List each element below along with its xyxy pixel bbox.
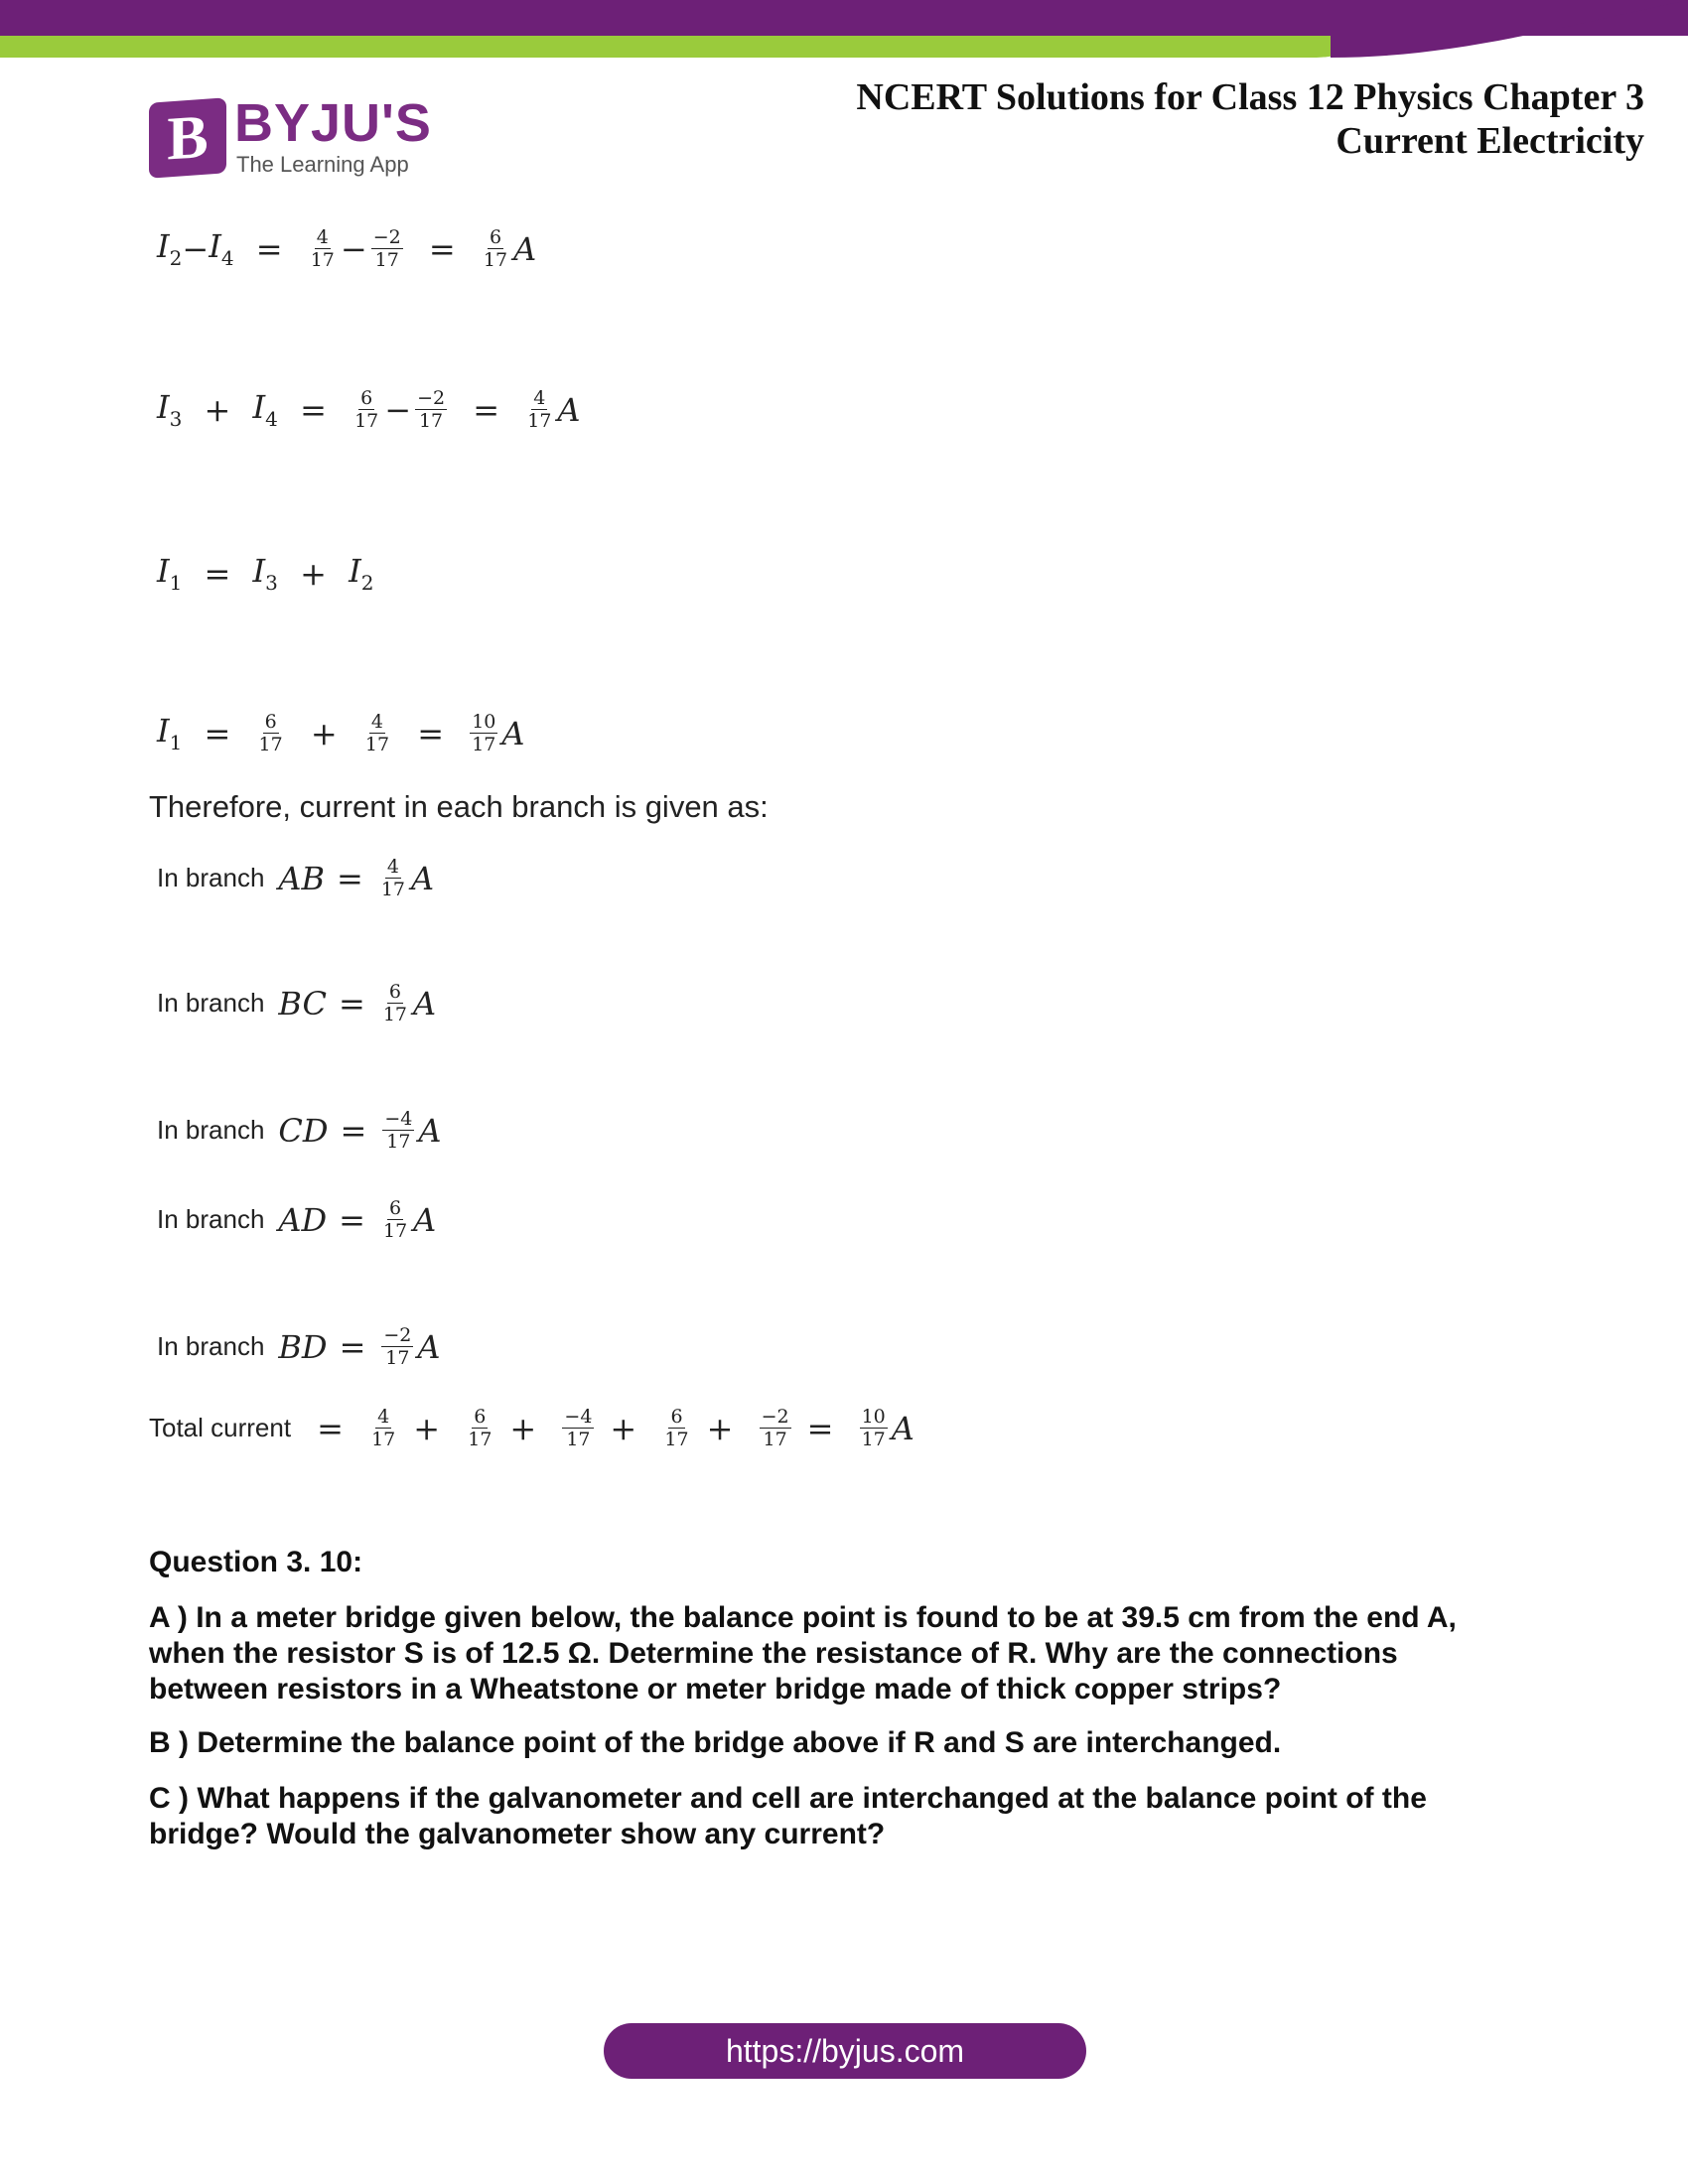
logo-mark bbox=[149, 97, 226, 178]
eq1-unit: A bbox=[513, 229, 537, 268]
logo-name: BYJU'S bbox=[234, 93, 432, 153]
eq2-frac-2: $\frac{-2}{17}$ bbox=[417, 387, 446, 432]
eq1-equals: = bbox=[255, 229, 283, 268]
equation-3: $I_1 = I_3 + I_2$ bbox=[157, 552, 374, 595]
eq3-var-2: $I_3$ bbox=[252, 552, 278, 595]
question-heading: Question 3. 10: bbox=[149, 1546, 363, 1578]
eq1-frac-2: $\frac{-2}{17}$ bbox=[372, 226, 401, 271]
eq4-frac-1: $\frac{6}{17}$ bbox=[258, 711, 283, 755]
page-title-line2: Current Electricity bbox=[1336, 120, 1644, 162]
eq1-var-2: $I_4$ bbox=[209, 227, 234, 270]
question-part-b: B ) Determine the balance point of the bridge above if R and S are interchanged. bbox=[149, 1726, 1282, 1759]
eq1-var-1: $I_2$ bbox=[157, 227, 183, 270]
eq4-unit: A bbox=[501, 714, 525, 752]
equation-2: $I_3 + I_4$ = $\frac{6}{17}$ − $\frac{-2}{17}$ = $\frac{4}{17}$ A bbox=[157, 387, 581, 432]
eq2-unit: A bbox=[557, 390, 581, 429]
total-current: Total current = $\frac{4}{17}$ + $\frac{6}{17}$ + $\frac{-4}{17}$ + $\frac{6}{17}$ + $\frac{-2}{17}$ = $\frac{10}{17}$ A bbox=[149, 1406, 914, 1450]
branch-ad: In branch AD = $\frac{6}{17}$ A bbox=[157, 1197, 437, 1242]
footer-url-link[interactable]: https://byjus.com bbox=[604, 2023, 1086, 2079]
therefore-text: Therefore, current in each branch is given as: bbox=[149, 789, 769, 824]
branch-ab: In branch AB = $\frac{4}{17}$ A bbox=[157, 856, 435, 900]
page-title bbox=[751, 75, 1644, 163]
logo-tagline: The Learning App bbox=[236, 152, 409, 177]
equation-1: $I_2-I_4$ = $\frac{4}{17}$ − $\frac{-2}{17}$ = $\frac{6}{17}$ A bbox=[157, 226, 537, 271]
equation-4: $I_1$ = $\frac{6}{17}$ + $\frac{4}{17}$ = $\frac{10}{17}$ A bbox=[157, 711, 525, 755]
byjus-logo bbox=[149, 93, 447, 184]
logo-letter: B bbox=[167, 102, 209, 174]
question-part-a: A ) In a meter bridge given below, the balance point is found to be at 39.5 cm from the end A, when the resistor S is of 12.5 Ω. Determine the resistance of R. Why are the connections between resistors in a Wheatstone or meter bridge made of thick copper strips? bbox=[149, 1601, 1457, 1706]
header-swoosh bbox=[1331, 0, 1688, 58]
eq4-result: $\frac{10}{17}$ bbox=[472, 711, 496, 755]
branch-cd: In branch CD = $\frac{-4}{17}$ A bbox=[157, 1108, 442, 1153]
eq2-var-2: $I_4$ bbox=[252, 388, 278, 431]
eq4-frac-2: $\frac{4}{17}$ bbox=[364, 711, 390, 755]
eq2-frac-1: $\frac{6}{17}$ bbox=[354, 387, 379, 432]
eq2-plus: + bbox=[204, 390, 231, 429]
eq2-result: $\frac{4}{17}$ bbox=[527, 387, 552, 432]
branch-bd: In branch BD = $\frac{-2}{17}$ A bbox=[157, 1324, 441, 1369]
eq4-var-1: $I_1$ bbox=[157, 712, 183, 754]
header-band bbox=[0, 0, 1688, 58]
eq3-var-1: $I_1$ bbox=[157, 552, 183, 595]
eq1-frac-1: $\frac{4}{17}$ bbox=[310, 226, 335, 271]
question-part-c: C ) What happens if the galvanometer and cell are interchanged at the balance point of the bridge? Would the galvanometer show any current? bbox=[149, 1782, 1427, 1850]
eq3-var-3: $I_2$ bbox=[349, 552, 374, 595]
page-title-line1: NCERT Solutions for Class 12 Physics Chapter 3 bbox=[856, 76, 1644, 118]
eq1-result: $\frac{6}{17}$ bbox=[483, 226, 508, 271]
branch-bc: In branch BC = $\frac{6}{17}$ A bbox=[157, 981, 437, 1025]
header-band-green bbox=[0, 36, 1370, 58]
eq2-var-1: $I_3$ bbox=[157, 388, 183, 431]
eq1-minus: − bbox=[182, 229, 210, 268]
